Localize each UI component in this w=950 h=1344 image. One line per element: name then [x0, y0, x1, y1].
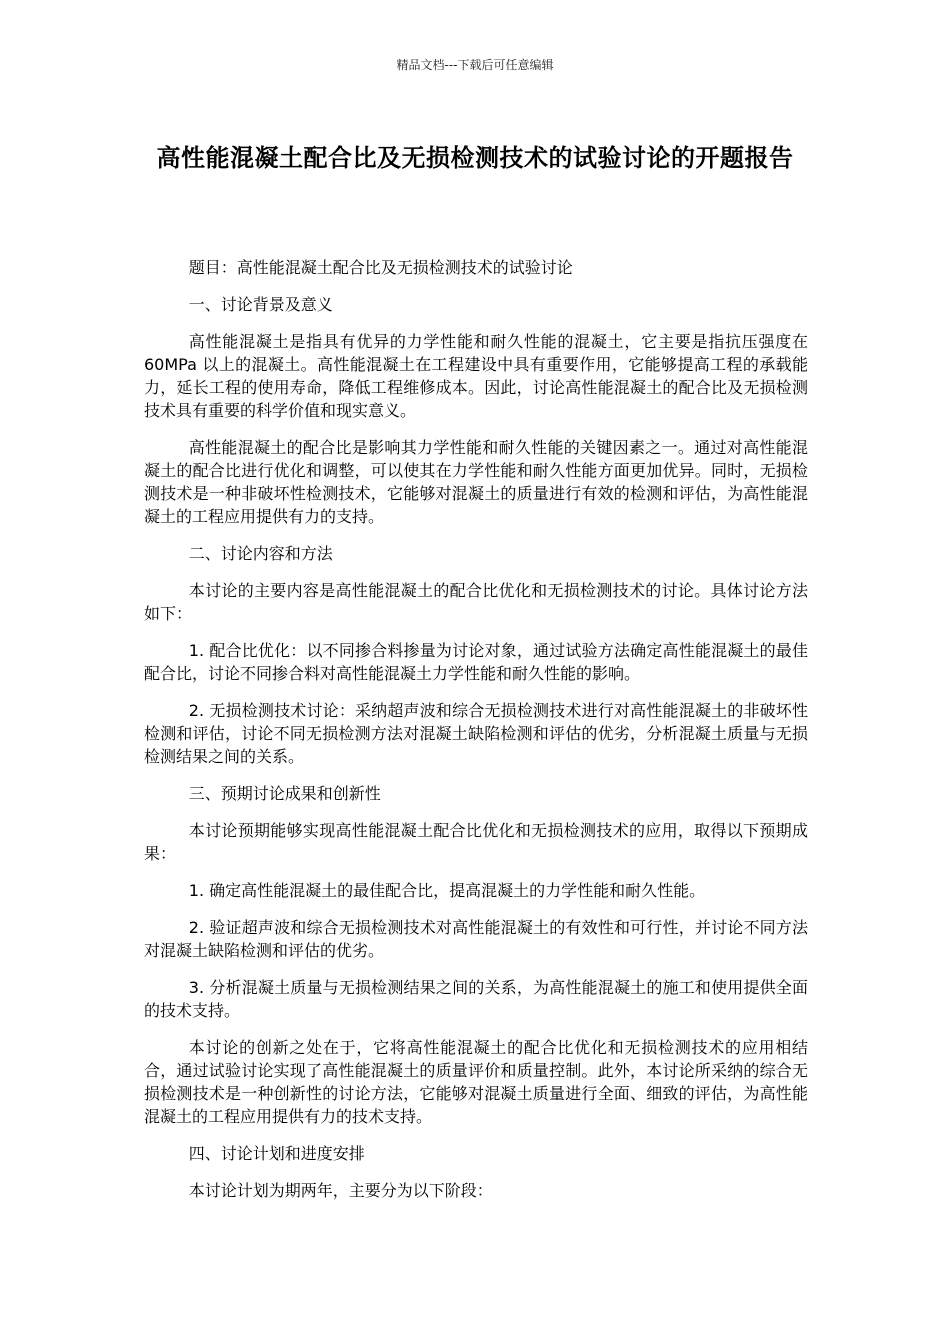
- document-body: [144, 256, 808, 1216]
- paragraph: 高性能混凝土是指具有优异的力学性能和耐久性能的混凝土，它主要是指抗压强度在 60MPa 以上的混凝土。高性能混凝土在工程建设中具有重要作用，它能够提高工程的承载能力，延长工程的使用寿命，降低工程维修成本。因此，讨论高性能混凝土的配合比及无损检测技术具有重要的科学价值和现实意义。: [144, 332, 808, 420]
- paragraph: 高性能混凝土的配合比是影响其力学性能和耐久性能的关键因素之一。通过对高性能混凝土的配合比进行优化和调整，可以使其在力学性能和耐久性能方面更加优异。同时，无损检测技术是一种非破坏性检测技术，它能够对混凝土的质量进行有效的检测和评估，为高性能混凝土的工程应用提供有力的支持。: [144, 438, 808, 526]
- list-item: 2. 验证超声波和综合无损检测技术对高性能混凝土的有效性和可行性，并讨论不同方法对混凝土缺陷检测和评估的优劣。: [144, 918, 808, 960]
- section-heading: 三、预期讨论成果和创新性: [188, 784, 381, 803]
- document-title: 高性能混凝土配合比及无损检测技术的试验讨论的开题报告: [156, 144, 794, 172]
- paragraph: 本讨论的创新之处在于，它将高性能混凝土的配合比优化和无损检测技术的应用相结合，通过试验讨论实现了高性能混凝土的质量评价和质量控制。此外，本讨论所采纳的综合无损检测技术是一种创新性的讨论方法，它能够对混凝土质量进行全面、细致的评估，为高性能混凝土的工程应用提供有力的技术支持。: [144, 1038, 808, 1126]
- paragraph: 本讨论计划为期两年，主要分为以下阶段：: [188, 1181, 493, 1200]
- paragraph: 本讨论的主要内容是高性能混凝土的配合比优化和无损检测技术的讨论。具体讨论方法如下：: [144, 581, 808, 623]
- list-item: 1. 确定高性能混凝土的最佳配合比，提高混凝土的力学性能和耐久性能。: [188, 881, 706, 900]
- page-header: 精品文档---下载后可任意编辑: [396, 58, 554, 72]
- paragraph: 本讨论预期能够实现高性能混凝土配合比优化和无损检测技术的应用，取得以下预期成果：: [144, 821, 808, 863]
- list-item: 3. 分析混凝土质量与无损检测结果之间的关系，为高性能混凝土的施工和使用提供全面的技术支持。: [144, 978, 808, 1020]
- section-heading: 四、讨论计划和进度安排: [188, 1144, 365, 1163]
- section-heading: 二、讨论内容和方法: [188, 544, 333, 563]
- subject-line: 题目：高性能混凝土配合比及无损检测技术的试验讨论: [188, 258, 573, 277]
- list-item: 2. 无损检测技术讨论：采纳超声波和综合无损检测技术进行对高性能混凝土的非破坏性检测和评估，讨论不同无损检测方法对混凝土缺陷检测和评估的优劣，分析混凝土质量与无损检测结果之间的关系。: [144, 701, 808, 766]
- list-item: 1. 配合比优化：以不同掺合料掺量为讨论对象，通过试验方法确定高性能混凝土的最佳配合比，讨论不同掺合料对高性能混凝土力学性能和耐久性能的影响。: [144, 641, 808, 683]
- section-heading: 一、讨论背景及意义: [188, 295, 333, 314]
